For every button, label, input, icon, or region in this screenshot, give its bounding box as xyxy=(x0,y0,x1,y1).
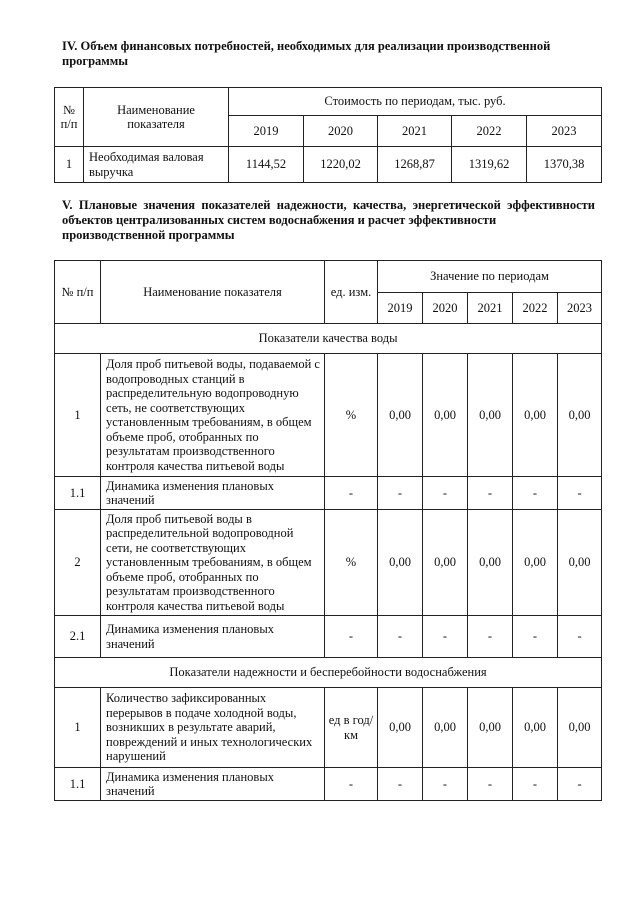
row-name: Количество зафиксированных перерывов в подаче холодной воды, возникших в результате аварий, повреждений и иных технологических нарушений xyxy=(101,688,325,768)
row-name: Динамика изменения плановых значений xyxy=(101,768,325,801)
row-num: 1.1 xyxy=(55,768,101,801)
header-cost-group: Стоимость по периодам, тыс. руб. xyxy=(229,88,602,116)
row-unit: - xyxy=(325,616,378,658)
row-value: - xyxy=(423,768,468,801)
row-name: Динамика изменения плановых значений xyxy=(101,477,325,510)
row-value: - xyxy=(558,616,602,658)
table-row xyxy=(55,147,602,183)
year-header: 2019 xyxy=(378,293,423,324)
row-value: - xyxy=(378,477,423,510)
year-header: 2022 xyxy=(513,293,558,324)
group-title-reliability: Показатели надежности и бесперебойности водоснабжения xyxy=(55,658,602,688)
row-value: 1268,87 xyxy=(378,147,452,183)
year-header: 2021 xyxy=(468,293,513,324)
section5-heading-last: производственной программы xyxy=(62,228,235,242)
row-unit: % xyxy=(325,510,378,616)
row-unit: - xyxy=(325,768,378,801)
group-title-water-quality: Показатели качества воды xyxy=(55,324,602,354)
year-header: 2023 xyxy=(527,116,602,147)
section5-heading xyxy=(62,198,595,243)
row-value: 0,00 xyxy=(378,510,423,616)
row-num: 1 xyxy=(55,688,101,768)
header-num: № п/п xyxy=(55,261,101,324)
row-num: 1 xyxy=(55,354,101,477)
row-value: - xyxy=(378,768,423,801)
table-row xyxy=(55,768,602,801)
row-name: Динамика изменения плановых значений xyxy=(101,616,325,658)
section4-heading-last: программы xyxy=(62,54,129,68)
header-name: Наименование показателя xyxy=(84,88,229,147)
row-value: - xyxy=(423,616,468,658)
row-value: 0,00 xyxy=(378,688,423,768)
row-value: - xyxy=(468,616,513,658)
row-value: 0,00 xyxy=(378,354,423,477)
row-value: 0,00 xyxy=(423,354,468,477)
table-row xyxy=(55,616,602,658)
row-value: 1220,02 xyxy=(304,147,378,183)
row-value: 0,00 xyxy=(423,688,468,768)
row-value: 0,00 xyxy=(513,354,558,477)
row-value: - xyxy=(378,616,423,658)
year-header: 2019 xyxy=(229,116,304,147)
section4-heading xyxy=(62,39,595,69)
row-value: 0,00 xyxy=(468,688,513,768)
row-value: - xyxy=(423,477,468,510)
section4-heading-main: IV. Объем финансовых потребностей, необходимых для реализации производственной xyxy=(62,39,551,53)
row-value: 0,00 xyxy=(513,688,558,768)
header-values-group: Значение по периодам xyxy=(378,261,602,293)
row-num: 2 xyxy=(55,510,101,616)
row-value: - xyxy=(513,477,558,510)
row-num: 2.1 xyxy=(55,616,101,658)
table-row xyxy=(55,477,602,510)
row-value: 0,00 xyxy=(423,510,468,616)
row-value: 1144,52 xyxy=(229,147,304,183)
table-row xyxy=(55,354,602,477)
year-header: 2023 xyxy=(558,293,602,324)
row-value: 1370,38 xyxy=(527,147,602,183)
row-value: 0,00 xyxy=(558,688,602,768)
row-value: 0,00 xyxy=(468,354,513,477)
row-value: - xyxy=(513,768,558,801)
row-unit: ед в год/ км xyxy=(325,688,378,768)
row-unit: - xyxy=(325,477,378,510)
table-row xyxy=(55,688,602,768)
row-num: 1 xyxy=(55,147,84,183)
year-header: 2021 xyxy=(378,116,452,147)
row-value: - xyxy=(513,616,558,658)
row-name: Доля проб питьевой воды, подаваемой с водопроводных станций в распределительную водопроводную сеть, не соответствующих установленным требованиям, в общем объеме проб, отобранных по результатам производственного контроля качества питьевой воды xyxy=(101,354,325,477)
row-value: - xyxy=(468,477,513,510)
row-value: 0,00 xyxy=(558,510,602,616)
table-row xyxy=(55,510,602,616)
year-header: 2022 xyxy=(452,116,527,147)
financial-needs-table xyxy=(54,87,602,183)
row-unit: % xyxy=(325,354,378,477)
year-header: 2020 xyxy=(423,293,468,324)
header-unit: ед. изм. xyxy=(325,261,378,324)
indicators-table xyxy=(54,260,602,801)
header-name: Наименование показателя xyxy=(101,261,325,324)
row-name: Доля проб питьевой воды в распределительной водопроводной сети, не соответствующих установленным требованиям, в общем объеме проб, отобранных по результатам производственного контроля качества питьевой воды xyxy=(101,510,325,616)
row-value: 0,00 xyxy=(558,354,602,477)
row-value: 1319,62 xyxy=(452,147,527,183)
header-num: № п/п xyxy=(55,88,84,147)
row-value: - xyxy=(468,768,513,801)
row-name: Необходимая валовая выручка xyxy=(84,147,229,183)
row-value: - xyxy=(558,768,602,801)
year-header: 2020 xyxy=(304,116,378,147)
row-num: 1.1 xyxy=(55,477,101,510)
row-value: 0,00 xyxy=(468,510,513,616)
row-value: - xyxy=(558,477,602,510)
section5-heading-main: V. Плановые значения показателей надежности, качества, энергетической эффективности объектов централизованных систем водоснабжения и расчет эффективности xyxy=(62,198,595,227)
row-value: 0,00 xyxy=(513,510,558,616)
